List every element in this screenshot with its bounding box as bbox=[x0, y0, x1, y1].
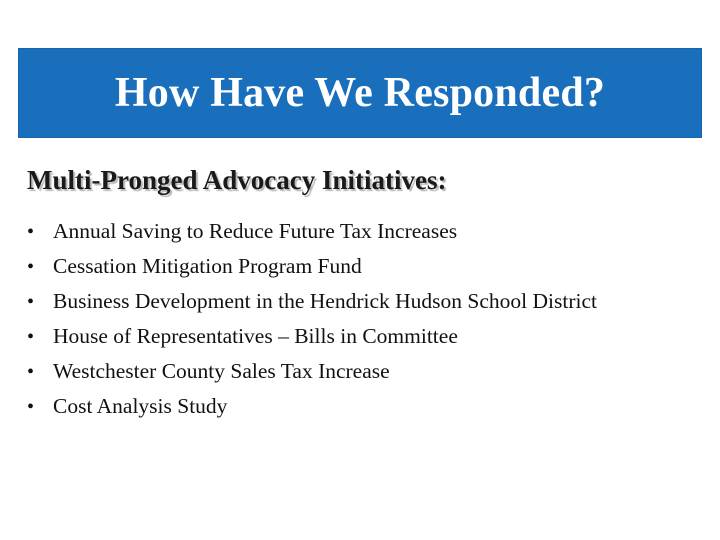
bullet-item bbox=[27, 289, 597, 324]
subheading: Multi-Pronged Advocacy Initiatives: bbox=[27, 165, 447, 195]
bullet-icon: • bbox=[27, 361, 35, 383]
bullet-icon: • bbox=[27, 291, 35, 313]
bullet-text: Business Development in the Hendrick Hudson School District bbox=[53, 289, 597, 313]
bullet-item bbox=[27, 324, 597, 359]
bullet-text: Cost Analysis Study bbox=[53, 394, 228, 418]
bullet-list bbox=[27, 219, 597, 429]
bullet-item bbox=[27, 219, 597, 254]
bullet-item bbox=[27, 394, 597, 429]
bullet-text: House of Representatives – Bills in Committee bbox=[53, 324, 458, 348]
slide-title: How Have We Responded? bbox=[114, 70, 606, 116]
title-bar bbox=[18, 48, 702, 138]
bullet-icon: • bbox=[27, 396, 35, 418]
bullet-icon: • bbox=[27, 326, 35, 348]
bullet-item bbox=[27, 359, 597, 394]
bullet-text: Cessation Mitigation Program Fund bbox=[53, 254, 362, 278]
bullet-icon: • bbox=[27, 221, 35, 243]
bullet-text: Westchester County Sales Tax Increase bbox=[53, 359, 390, 383]
bullet-icon: • bbox=[27, 256, 35, 278]
bullet-item bbox=[27, 254, 597, 289]
bullet-text: Annual Saving to Reduce Future Tax Increases bbox=[53, 219, 458, 243]
